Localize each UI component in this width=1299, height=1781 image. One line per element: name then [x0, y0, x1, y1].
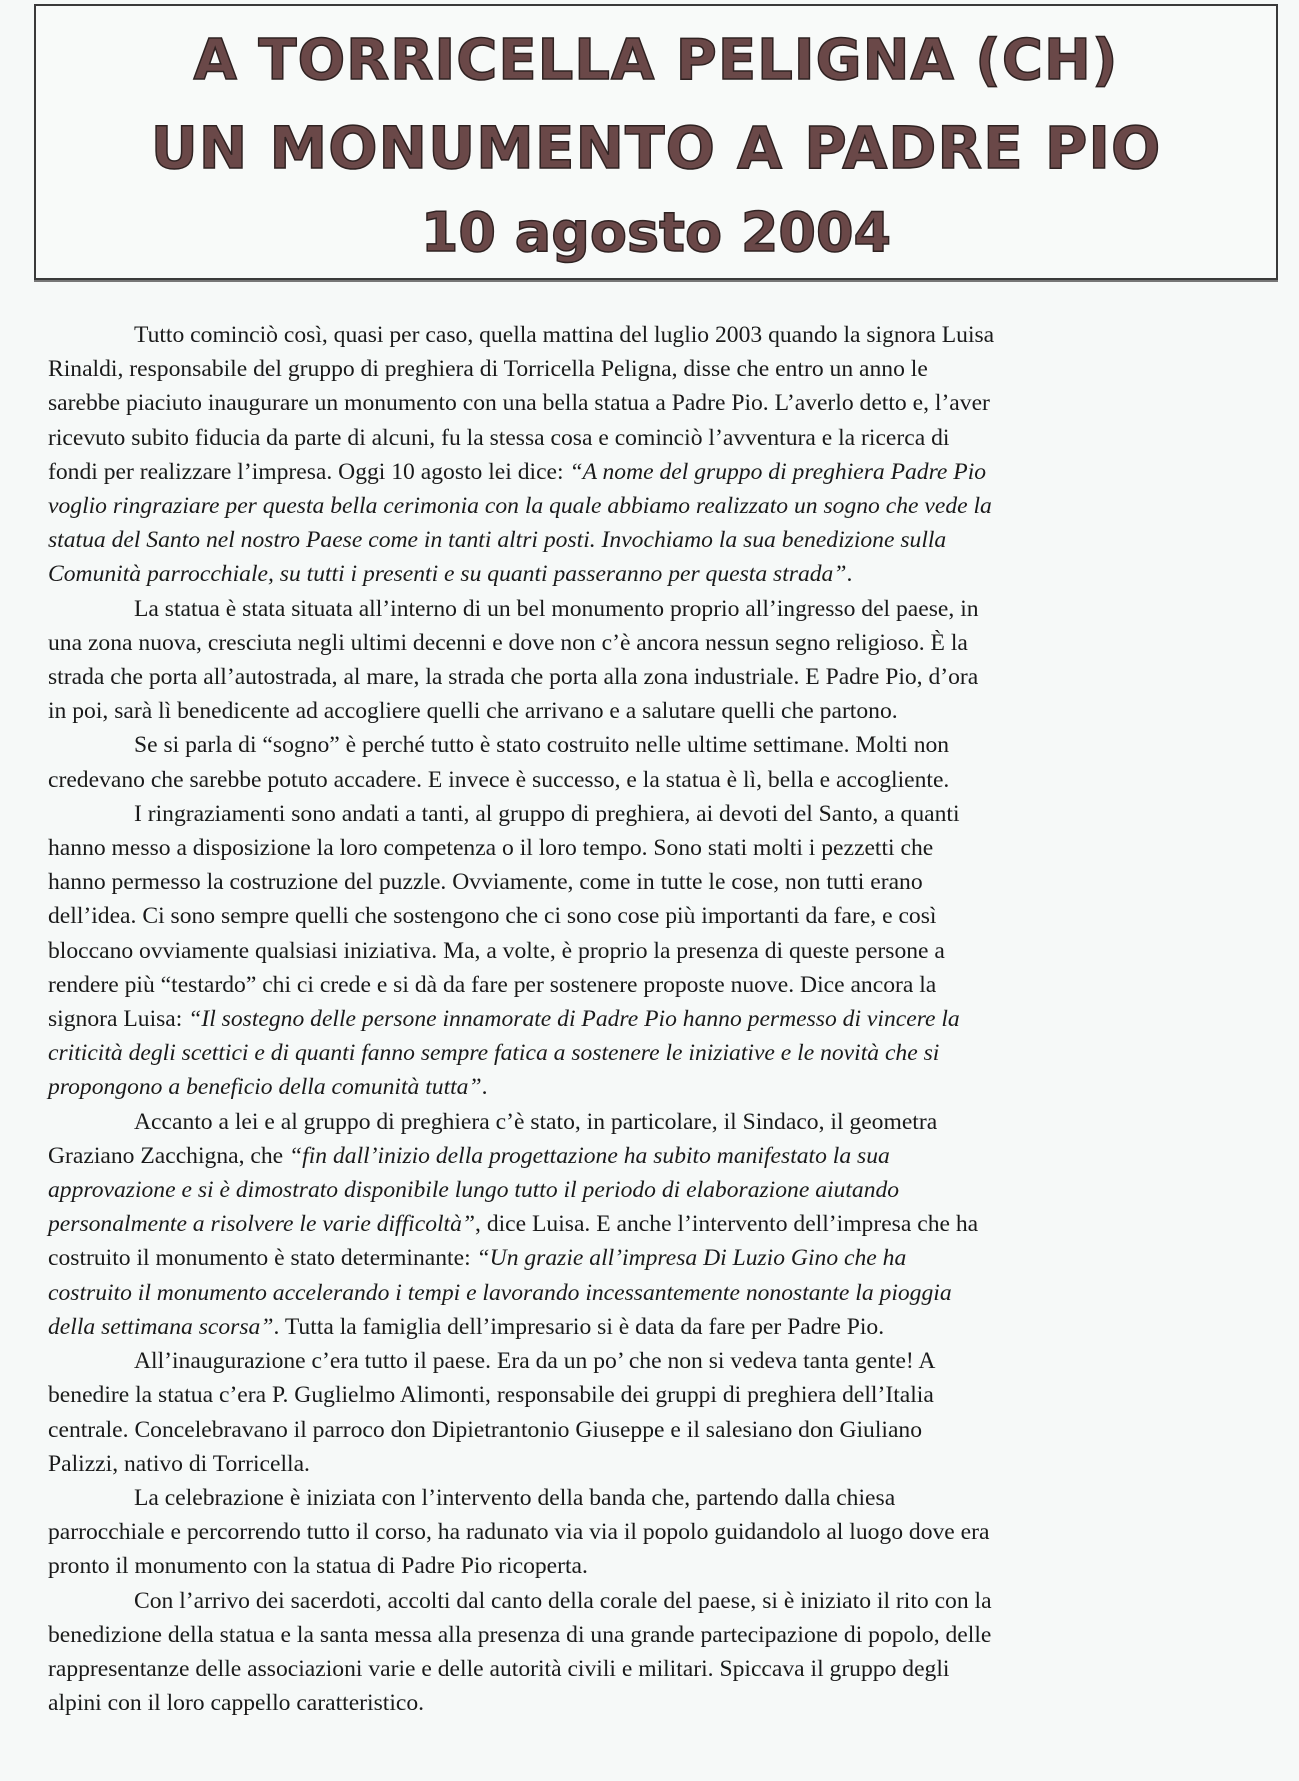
text-run: , dice Luisa. E anche l’intervento dell’impresa che ha — [475, 1211, 979, 1238]
text-run: benedire la statua c’era P. Guglielmo Alimonti, responsabile dei gruppi di preghiera dell’Italia — [48, 1382, 934, 1409]
title-date: 10 agosto 2004 — [420, 201, 892, 264]
text-line — [48, 728, 1268, 762]
text-run: fondi per realizzare l’impresa. Oggi 10 agosto lei dice: — [48, 458, 570, 485]
text-line — [48, 1413, 1268, 1447]
text-run: All’inaugurazione c’era tutto il paese. Era da un po’ che non si vedeva tanta gente! A — [134, 1348, 936, 1375]
text-line — [48, 831, 1268, 865]
text-run: benedizione della statua e la santa messa alla presenza di una grande partecipazione di popolo, delle — [48, 1621, 992, 1648]
text-line — [48, 1139, 1268, 1173]
text-run: La celebrazione è iniziata con l’intervento della banda che, partendo dalla chiesa — [134, 1484, 896, 1511]
text-line — [48, 1070, 1268, 1104]
text-run: rendere più “testardo” chi ci crede e si dà da fare per sostenere proposte nuove. Dice ancora la — [48, 971, 937, 998]
text-line — [48, 660, 1268, 694]
text-line — [48, 352, 1268, 386]
text-line — [48, 1036, 1268, 1070]
text-line — [48, 1447, 1268, 1481]
text-line — [48, 455, 1268, 489]
text-run: La statua è stata situata all’interno di un bel monumento proprio all’ingresso del paese, in — [134, 595, 979, 622]
text-line — [48, 1686, 1268, 1720]
text-line — [48, 318, 1268, 352]
text-line — [48, 1310, 1268, 1344]
text-line — [48, 557, 1268, 591]
text-run: . Tutta la famiglia dell’impresario si è data da fare per Padre Pio. — [273, 1313, 885, 1340]
text-run: pronto il monumento con la statua di Padre Pio ricoperta. — [48, 1553, 588, 1580]
text-line — [48, 797, 1268, 831]
text-run: credevano che sarebbe potuto accadere. E invece è successo, e la statua è lì, bella e accogliente. — [48, 766, 950, 793]
text-run: Tutto cominciò così, quasi per caso, quella mattina del luglio 2003 quando la signora Luisa — [134, 322, 995, 348]
text-run: strada che porta all’autostrada, al mare, la strada che porta alla zona industriale. E Padre Pio, d’ora — [48, 664, 979, 691]
text-run: Graziano Zacchigna, che — [48, 1142, 290, 1169]
text-line — [48, 421, 1268, 455]
title-box — [34, 4, 1278, 280]
title-location: A TORRICELLA PELIGNA (CH) — [193, 28, 1119, 93]
text-run: dell’idea. Ci sono sempre quelli che sostengono che ci sono cose più importanti da fare, e così — [48, 903, 937, 930]
text-run: . — [846, 561, 853, 588]
text-line — [48, 763, 1268, 797]
text-line — [48, 694, 1268, 728]
article-body — [48, 318, 1268, 1720]
text-line — [48, 934, 1268, 968]
text-run: signora Luisa: — [48, 1006, 189, 1033]
text-run: centrale. Concelebravano il parroco don Dipietrantonio Giuseppe e il salesiano don Giuliano — [48, 1416, 923, 1443]
text-line — [48, 386, 1268, 420]
text-run: Accanto a lei e al gruppo di preghiera c’è stato, in particolare, il Sindaco, il geometra — [134, 1108, 938, 1135]
quote-run: approvazione e si è dimostrato disponibile lungo tutto il periodo di elaborazione aiutando — [48, 1177, 900, 1204]
text-run: sarebbe piaciuto inaugurare un monumento con una bella statua a Padre Pio. L’averlo detto e, l’aver — [48, 390, 990, 417]
text-line — [48, 1584, 1268, 1618]
text-run: rappresentanze delle associazioni varie e delle autorità civili e militari. Spiccava il gruppo degli — [48, 1655, 950, 1682]
text-run: I ringraziamenti sono andati a tanti, al gruppo di preghiera, ai devoti del Santo, a quanti — [134, 800, 960, 827]
text-line — [48, 1276, 1268, 1310]
quote-run: statua del Santo nel nostro Paese come in tanti altri posti. Invochiamo la sua benedizione sulla — [48, 527, 947, 554]
text-line — [48, 489, 1268, 523]
text-line — [48, 1481, 1268, 1515]
quote-run: “Un grazie all’impresa Di Luzio Gino che ha — [476, 1245, 907, 1272]
quote-run: “Il sostegno delle persone innamorate di Padre Pio hanno permesso di vincere la — [188, 1006, 960, 1033]
text-line — [48, 1549, 1268, 1583]
text-run: in poi, sarà lì benedicente ad accogliere quelli che arrivano e a salutare quelli che partono. — [48, 698, 898, 725]
quote-run: personalmente a risolvere le varie difficoltà” — [48, 1211, 476, 1238]
text-line — [48, 1207, 1268, 1241]
text-run: una zona nuova, cresciuta negli ultimi decenni e dove non c’è ancora nessun segno religioso. È la — [48, 629, 968, 656]
text-run: Palizzi, nativo di Torricella. — [48, 1450, 310, 1477]
text-run: ricevuto subito fiducia da parte di alcuni, fu la stessa cosa e cominciò l’avventura e la ricerca di — [48, 424, 950, 451]
text-line — [48, 1515, 1268, 1549]
text-line — [48, 865, 1268, 899]
quote-run: Comunità parrocchiale, su tutti i presenti e su quanti passeranno per questa strada” — [48, 561, 847, 588]
text-run: alpini con il loro cappello caratteristico. — [48, 1690, 425, 1717]
quote-run: voglio ringraziare per questa bella cerimonia con la quale abbiamo realizzato un sogno che vede la — [48, 493, 992, 520]
text-line — [48, 626, 1268, 660]
quote-run: costruito il monumento accelerando i tempi e lavorando incessantemente nonostante la pioggia — [48, 1279, 952, 1306]
text-line — [48, 1241, 1268, 1275]
text-line — [48, 1002, 1268, 1036]
text-line — [48, 1378, 1268, 1412]
text-run: Rinaldi, responsabile del gruppo di preghiera di Torricella Peligna, disse che entro un anno le — [48, 356, 928, 383]
quote-run: criticità degli scettici e di quanti fanno sempre fatica a sostenere le iniziative e le novità che si — [48, 1040, 940, 1067]
text-run: costruito il monumento è stato determinante: — [48, 1245, 477, 1272]
text-run: parrocchiale e percorrendo tutto il corso, ha radunato via via il popolo guidandolo al luogo dove era — [48, 1519, 990, 1546]
text-line — [48, 1344, 1268, 1378]
text-line — [48, 1652, 1268, 1686]
text-run: hanno permesso la costruzione del puzzle. Ovviamente, come in tutte le cose, non tutti erano — [48, 869, 923, 896]
text-line — [48, 1618, 1268, 1652]
text-line — [48, 1173, 1268, 1207]
text-run: Con l’arrivo dei sacerdoti, accolti dal canto della corale del paese, si è iniziato il rito con la — [134, 1587, 992, 1614]
text-run: . — [481, 1074, 488, 1101]
text-line — [48, 899, 1268, 933]
text-line — [48, 1105, 1268, 1139]
text-run: bloccano ovviamente qualsiasi iniziativa. Ma, a volte, è proprio la presenza di queste persone a — [48, 937, 945, 964]
title-headline: UN MONUMENTO A PADRE PIO — [150, 114, 1162, 182]
quote-run: “fin dall’inizio della progettazione ha subito manifestato la sua — [289, 1142, 890, 1169]
text-run: hanno messo a disposizione la loro competenza o il loro tempo. Sono stati molti i pezzetti che — [48, 835, 934, 862]
text-line — [48, 523, 1268, 557]
quote-run: “A nome del gruppo di preghiera Padre Pio — [569, 458, 987, 485]
text-line — [48, 968, 1268, 1002]
quote-run: propongono a beneficio della comunità tutta” — [48, 1074, 482, 1101]
text-run: Se si parla di “sogno” è perché tutto è stato costruito nelle ultime settimane. Molti non — [134, 732, 950, 759]
text-line — [48, 592, 1268, 626]
quote-run: della settimana scorsa” — [48, 1313, 274, 1340]
